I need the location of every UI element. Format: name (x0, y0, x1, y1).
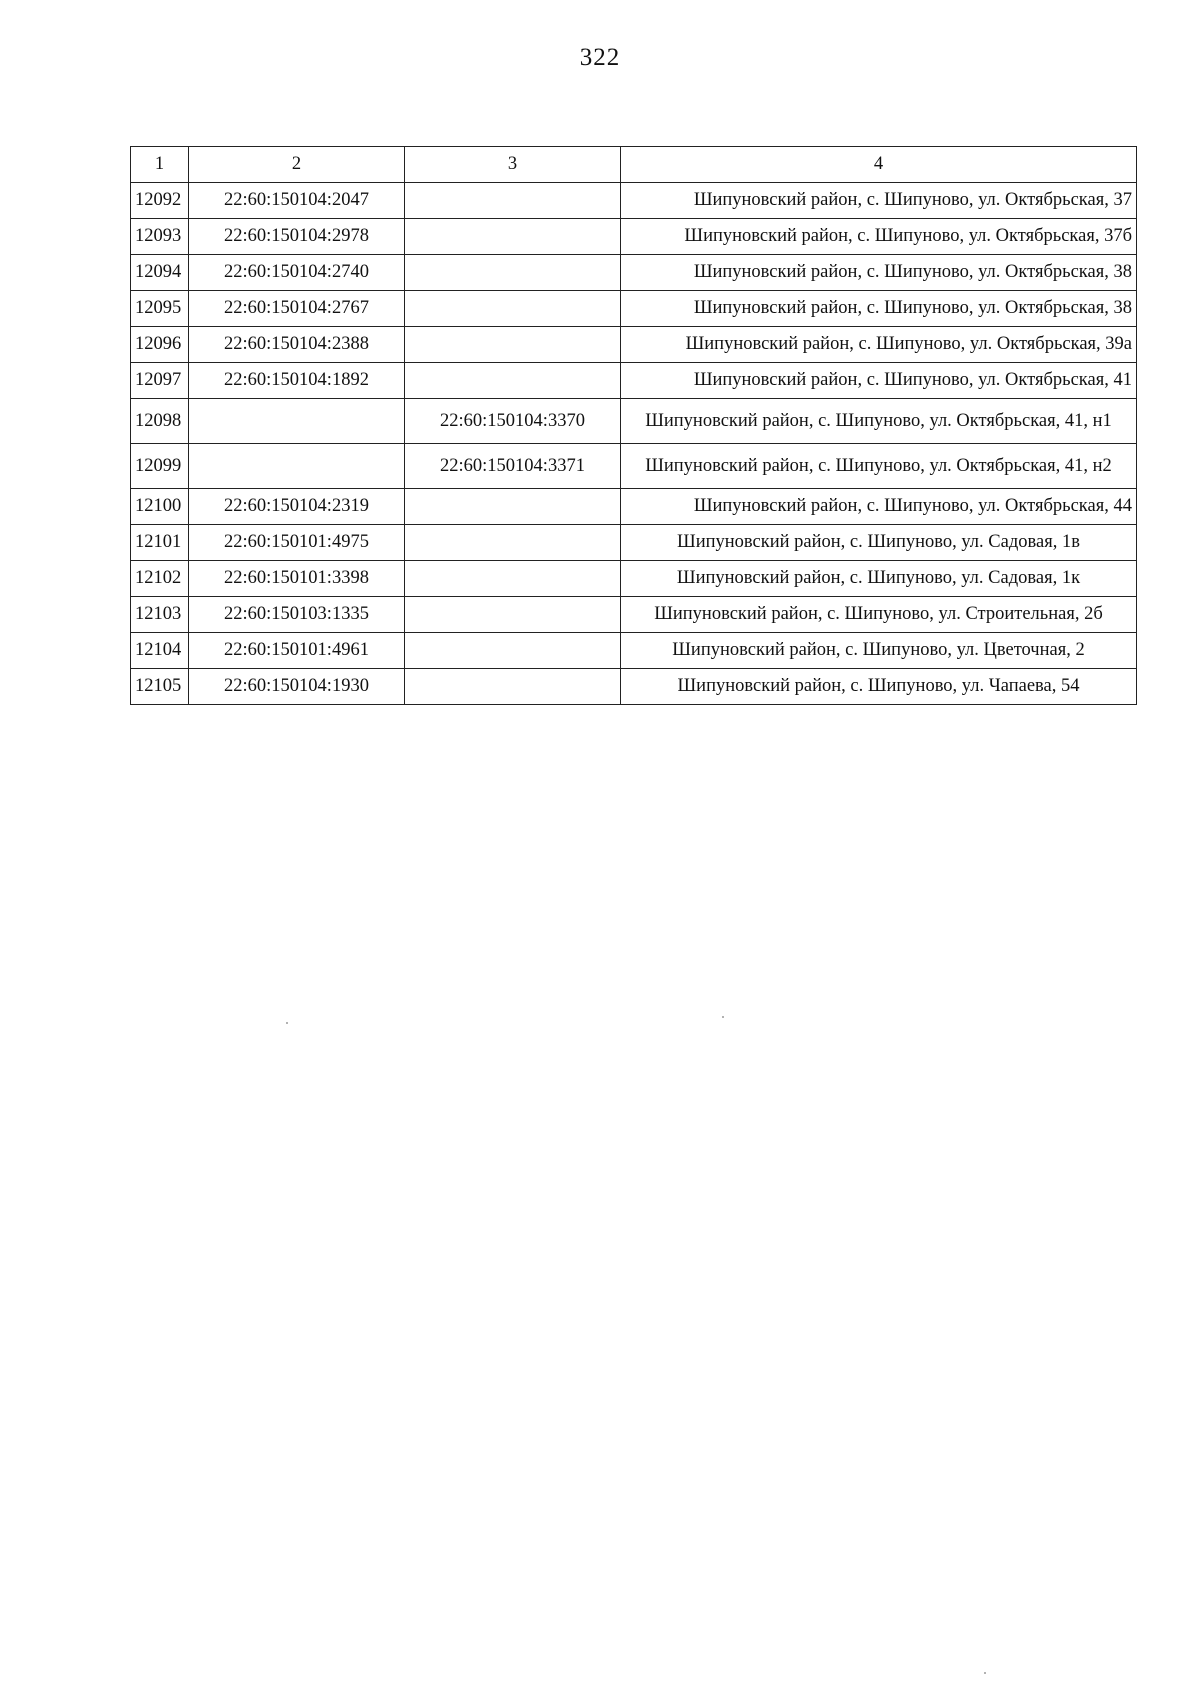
address: Шипуновский район, с. Шипуново, ул. Строительная, 2б (621, 597, 1137, 633)
cadastral-number-alt (405, 183, 621, 219)
address: Шипуновский район, с. Шипуново, ул. Октябрьская, 41, н2 (621, 444, 1137, 489)
row-number: 12097 (131, 363, 189, 399)
cadastral-number: 22:60:150104:2388 (189, 327, 405, 363)
address: Шипуновский район, с. Шипуново, ул. Октябрьская, 37 (621, 183, 1137, 219)
address: Шипуновский район, с. Шипуново, ул. Октябрьская, 41, н1 (621, 399, 1137, 444)
cadastral-number-alt (405, 489, 621, 525)
table-row (131, 183, 1137, 219)
row-number: 12093 (131, 219, 189, 255)
cadastral-number-alt: 22:60:150104:3371 (405, 444, 621, 489)
cadastral-number: 22:60:150104:2978 (189, 219, 405, 255)
table-row (131, 255, 1137, 291)
address: Шипуновский район, с. Шипуново, ул. Октябрьская, 37б (621, 219, 1137, 255)
cadastral-number: 22:60:150104:1930 (189, 669, 405, 705)
row-number: 12103 (131, 597, 189, 633)
table-row (131, 525, 1137, 561)
table-row (131, 444, 1137, 489)
cadastral-number: 22:60:150104:2047 (189, 183, 405, 219)
scan-speck (984, 1672, 986, 1674)
header-cell: 2 (189, 147, 405, 183)
cadastral-number (189, 399, 405, 444)
table-row (131, 561, 1137, 597)
address: Шипуновский район, с. Шипуново, ул. Чапаева, 54 (621, 669, 1137, 705)
cadastral-number-alt (405, 633, 621, 669)
row-number: 12102 (131, 561, 189, 597)
row-number: 12096 (131, 327, 189, 363)
table-row (131, 291, 1137, 327)
table-row (131, 489, 1137, 525)
registry-table (130, 146, 1137, 705)
address: Шипуновский район, с. Шипуново, ул. Октябрьская, 41 (621, 363, 1137, 399)
scan-speck (286, 1022, 288, 1024)
cadastral-number: 22:60:150101:4975 (189, 525, 405, 561)
address: Шипуновский район, с. Шипуново, ул. Октябрьская, 38 (621, 291, 1137, 327)
table-row (131, 327, 1137, 363)
cadastral-number: 22:60:150104:2740 (189, 255, 405, 291)
table-header-row (131, 147, 1137, 183)
header-cell: 3 (405, 147, 621, 183)
address: Шипуновский район, с. Шипуново, ул. Цветочная, 2 (621, 633, 1137, 669)
cadastral-number: 22:60:150104:2767 (189, 291, 405, 327)
row-number: 12100 (131, 489, 189, 525)
cadastral-number-alt (405, 327, 621, 363)
cadastral-number: 22:60:150104:1892 (189, 363, 405, 399)
cadastral-number-alt (405, 669, 621, 705)
cadastral-number-alt: 22:60:150104:3370 (405, 399, 621, 444)
row-number: 12099 (131, 444, 189, 489)
table-row (131, 219, 1137, 255)
cadastral-number: 22:60:150101:3398 (189, 561, 405, 597)
cadastral-number: 22:60:150104:2319 (189, 489, 405, 525)
row-number: 12094 (131, 255, 189, 291)
row-number: 12092 (131, 183, 189, 219)
cadastral-number-alt (405, 561, 621, 597)
row-number: 12104 (131, 633, 189, 669)
cadastral-number: 22:60:150103:1335 (189, 597, 405, 633)
table-row (131, 399, 1137, 444)
header-cell: 4 (621, 147, 1137, 183)
address: Шипуновский район, с. Шипуново, ул. Октябрьская, 38 (621, 255, 1137, 291)
row-number: 12105 (131, 669, 189, 705)
cadastral-number (189, 444, 405, 489)
cadastral-number-alt (405, 597, 621, 633)
scan-speck (722, 1016, 724, 1018)
address: Шипуновский район, с. Шипуново, ул. Садовая, 1в (621, 525, 1137, 561)
page-number: 322 (579, 44, 621, 71)
table-row (131, 633, 1137, 669)
cadastral-number-alt (405, 363, 621, 399)
address: Шипуновский район, с. Шипуново, ул. Октябрьская, 39а (621, 327, 1137, 363)
table-row (131, 669, 1137, 705)
address: Шипуновский район, с. Шипуново, ул. Октябрьская, 44 (621, 489, 1137, 525)
row-number: 12098 (131, 399, 189, 444)
address: Шипуновский район, с. Шипуново, ул. Садовая, 1к (621, 561, 1137, 597)
table-row (131, 597, 1137, 633)
row-number: 12101 (131, 525, 189, 561)
cadastral-number: 22:60:150101:4961 (189, 633, 405, 669)
cadastral-number-alt (405, 525, 621, 561)
cadastral-number-alt (405, 291, 621, 327)
row-number: 12095 (131, 291, 189, 327)
cadastral-number-alt (405, 255, 621, 291)
table-row (131, 363, 1137, 399)
cadastral-number-alt (405, 219, 621, 255)
header-cell: 1 (131, 147, 189, 183)
